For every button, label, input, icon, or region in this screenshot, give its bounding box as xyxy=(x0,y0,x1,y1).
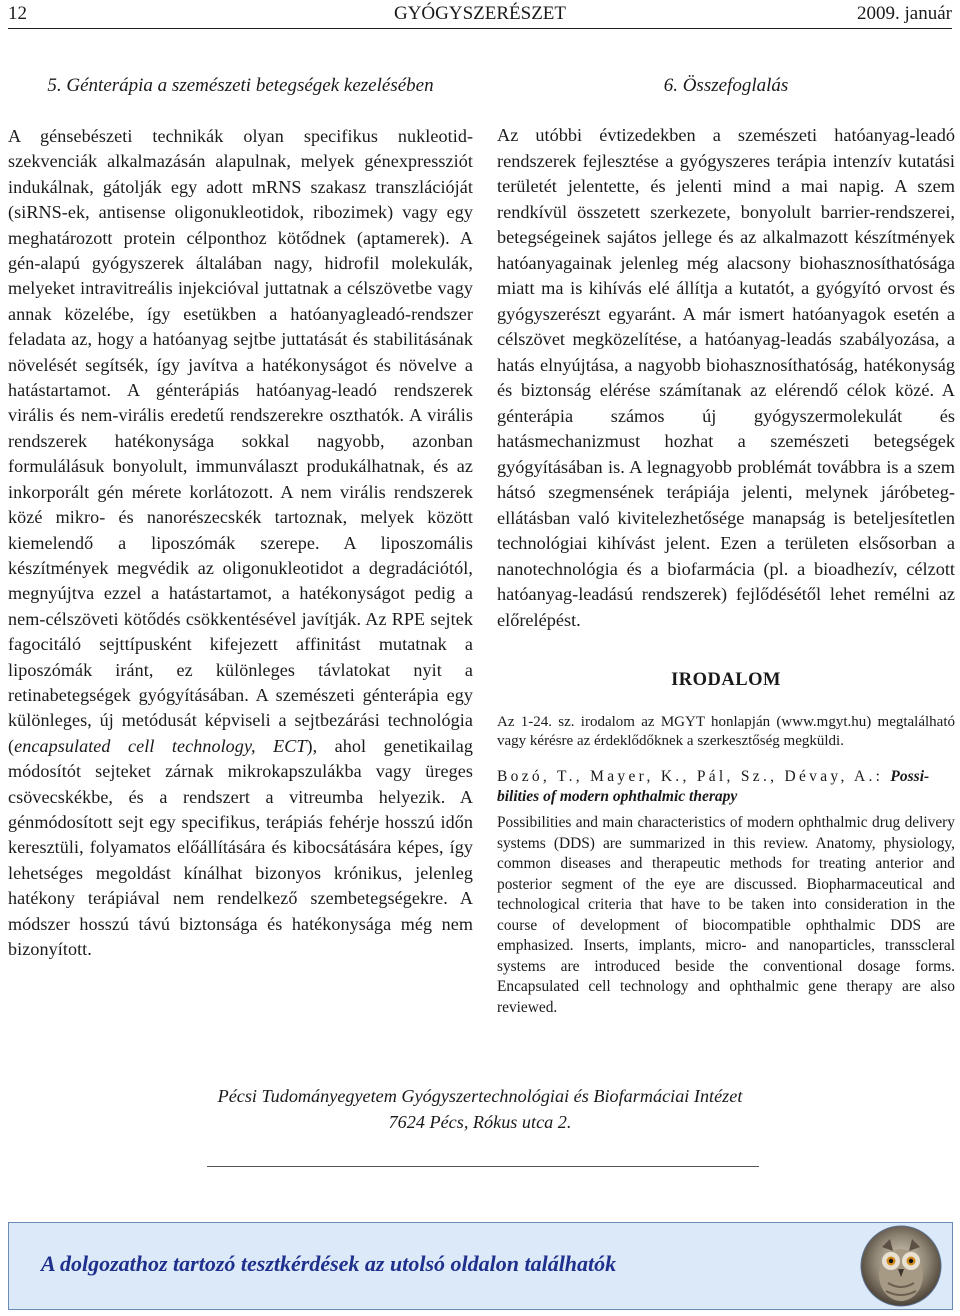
affiliation xyxy=(0,1083,960,1135)
citation-title: Possibilities of modern ophthalmic therapy xyxy=(497,768,930,805)
references-note: Az 1-24. sz. irodalom az MGYT honlapján (www.mgyt.hu) megtalálható vagy kérésre az érdeklődőknek a szerkesztőség megküldi. xyxy=(497,714,955,749)
journal-title: GYÓGYSZERÉSZET xyxy=(393,3,567,24)
test-questions-banner xyxy=(8,1222,953,1310)
page-number: 12 xyxy=(8,3,27,24)
affiliation-institute: Pécsi Tudományegyetem Gyógyszertechnológiai és Biofarmáciai Intézet xyxy=(217,1086,743,1106)
divider-rule xyxy=(207,1166,759,1167)
references-heading: IRODALOM xyxy=(671,670,781,690)
paragraph-text: A génsebészeti technikák olyan specifikus nukleotidszekvenciák alkalmazásán alapulnak, melyek génexpressziót indukálnak, gátolják egy adott mRNS szakasz transzlációját (siRNS-ek, antisense oligonukleotidok, ribozimek) vagy egy meghatározott protein célponthoz kötődnek (aptamerek). A gén-alapú gyógyszerek általában nagy, hidrofil molekulák, melyeket intravitreális injekcióval juttatnak a célszövetbe vagy annak közelébe, így esetükben a hatóanyagleadó-rendszer feladata az, hogy a hatóanyag sejtbe juttatását és stabilitásának növelését segítsék, így javítva a hatékonyságot és növelve a hatástartamot. A génterápiás hatóanyag-leadó rendszerek virális és nem-virális eredetű rendszerekre oszthatók. A virális rendszerek hatékonysága sokkal nagyobb, azonban formulálásuk bonyolult, immunválaszt produkálhatnak, és az inkorporált gén mérete korlátozott. A nem virális rendszerek közé mikro- és nanorészecskék tartoznak, melyek között kiemelendő a liposzómák szerepe. A liposzomális készítmények megvédik az oligonukleotidot a degradációtól, megnyújtva ezzel a hatástartamot, a hatékonyságot pedig a nem-célszöveti kötődés csökkentésével javítják. Az RPE sejtek fagocitáló sejttípusként kifejezett affinitást mutatnak a liposzómák iránt, ez különleges távlatokat nyit a retinabetegségek gyógyításában. A szemészeti génterápia egy különleges, új metódusát képviseli a sejtbezárási technológia ( xyxy=(8,126,473,756)
english-citation xyxy=(497,767,955,807)
owl-icon xyxy=(860,1225,942,1307)
citation-authors: Bozó, T., Mayer, K., Pál, Sz., Dévay, A.: xyxy=(497,768,891,785)
gene-therapy-paragraph xyxy=(8,124,473,962)
italic-term: encapsulated cell technology, ECT xyxy=(14,735,307,756)
summary-paragraph: Az utóbbi évtizedekben a szemészeti hatóanyag-leadó rendszerek fejlesztése a gyógyszeres terápia intenzív kutatási területét jelentette, és jelenti mind a mai napig. A szem rendkívül összetett szerkezete, bonyolult barrier-rendszerei, betegségeinek sajátos jellege és az alkalmazott készítmények hatóanyagainak jelenleg még alacsony biohasznosíthatósága miatt ma is kihívás elé állítja a kutatót, a gyógyító orvost és gyógyszerészt egyaránt. A már ismert hatóanyagok esetén a célszövet megközelítése, a hatóanyag-leadás szabályozása, a hatás elnyújtása, a nagyobb biohasznosíthatóság, hatékonyság és biztonság elérése számítanak az elérendő célok közé. A génterápia számos új gyógyszermolekulát és hatásmechanizmust hozhat a szemészeti betegségek gyógyításában is. A legnagyobb problémát továbbra is a szem hátsó szegmensének terápiája jelenti, melynek járóbeteg-ellátásban való kivitelezhetősége manapság is beteljesítetlen technológiai kihívást jelent. Ezen a területen elsősorban a nanotechnológia és a biofarmácia (pl. a bioadhezív, célzott hatóanyag-leadású rendszerek) fejlődésétől lehet remélni az előrelépést. xyxy=(497,125,955,630)
running-header xyxy=(8,0,952,29)
left-column xyxy=(8,72,473,962)
banner-text: A dolgozathoz tartozó tesztkérdések az utolsó oldalon találhatók xyxy=(41,1251,617,1276)
right-column xyxy=(497,72,955,1018)
section-heading-summary: 6. Összefoglalás xyxy=(663,75,789,96)
section-heading-gene-therapy: 5. Génterápia a szemészeti betegségek kezelésében xyxy=(47,75,434,96)
english-abstract: Possibilities and main characteristics of modern ophthalmic drug delivery systems (DDS) are summarized in this review. Anatomy, physiology, common diseases and therapeutic methods for treating anterior and posterior segment of the eye are discussed. Biopharmaceutical and technological criteria that have to be taken into consideration in the course of development of biocompatible ophthalmic DDS are emphasized. Inserts, implants, micro- and nanoparticles, transscleral systems are introduced beside the conventional dosage forms. Encapsulated cell technology and ophthalmic gene therapy are also reviewed. xyxy=(497,814,955,1016)
affiliation-address: 7624 Pécs, Rókus utca 2. xyxy=(388,1112,572,1132)
paragraph-text-end: ), ahol genetikailag módosítót sejteket zárnak mikrokapszulákba vagy üreges csövecskékbe, és a rendszert a vitreumba helyezik. A génmódosított sejt egy specifikus, terápiás fehérje hosszú időn keresztüli, folyamatos előállítására és kibocsátására képes, így lehetséges megoldást kínálhat bizonyos krónikus, jelenleg hatékony terápiával nem rendelkező szembetegségekre. A módszer hosszú távú biztonsága és hatékonysága még nem bizonyított. xyxy=(8,735,473,959)
issue-date: 2009. január xyxy=(857,3,952,24)
